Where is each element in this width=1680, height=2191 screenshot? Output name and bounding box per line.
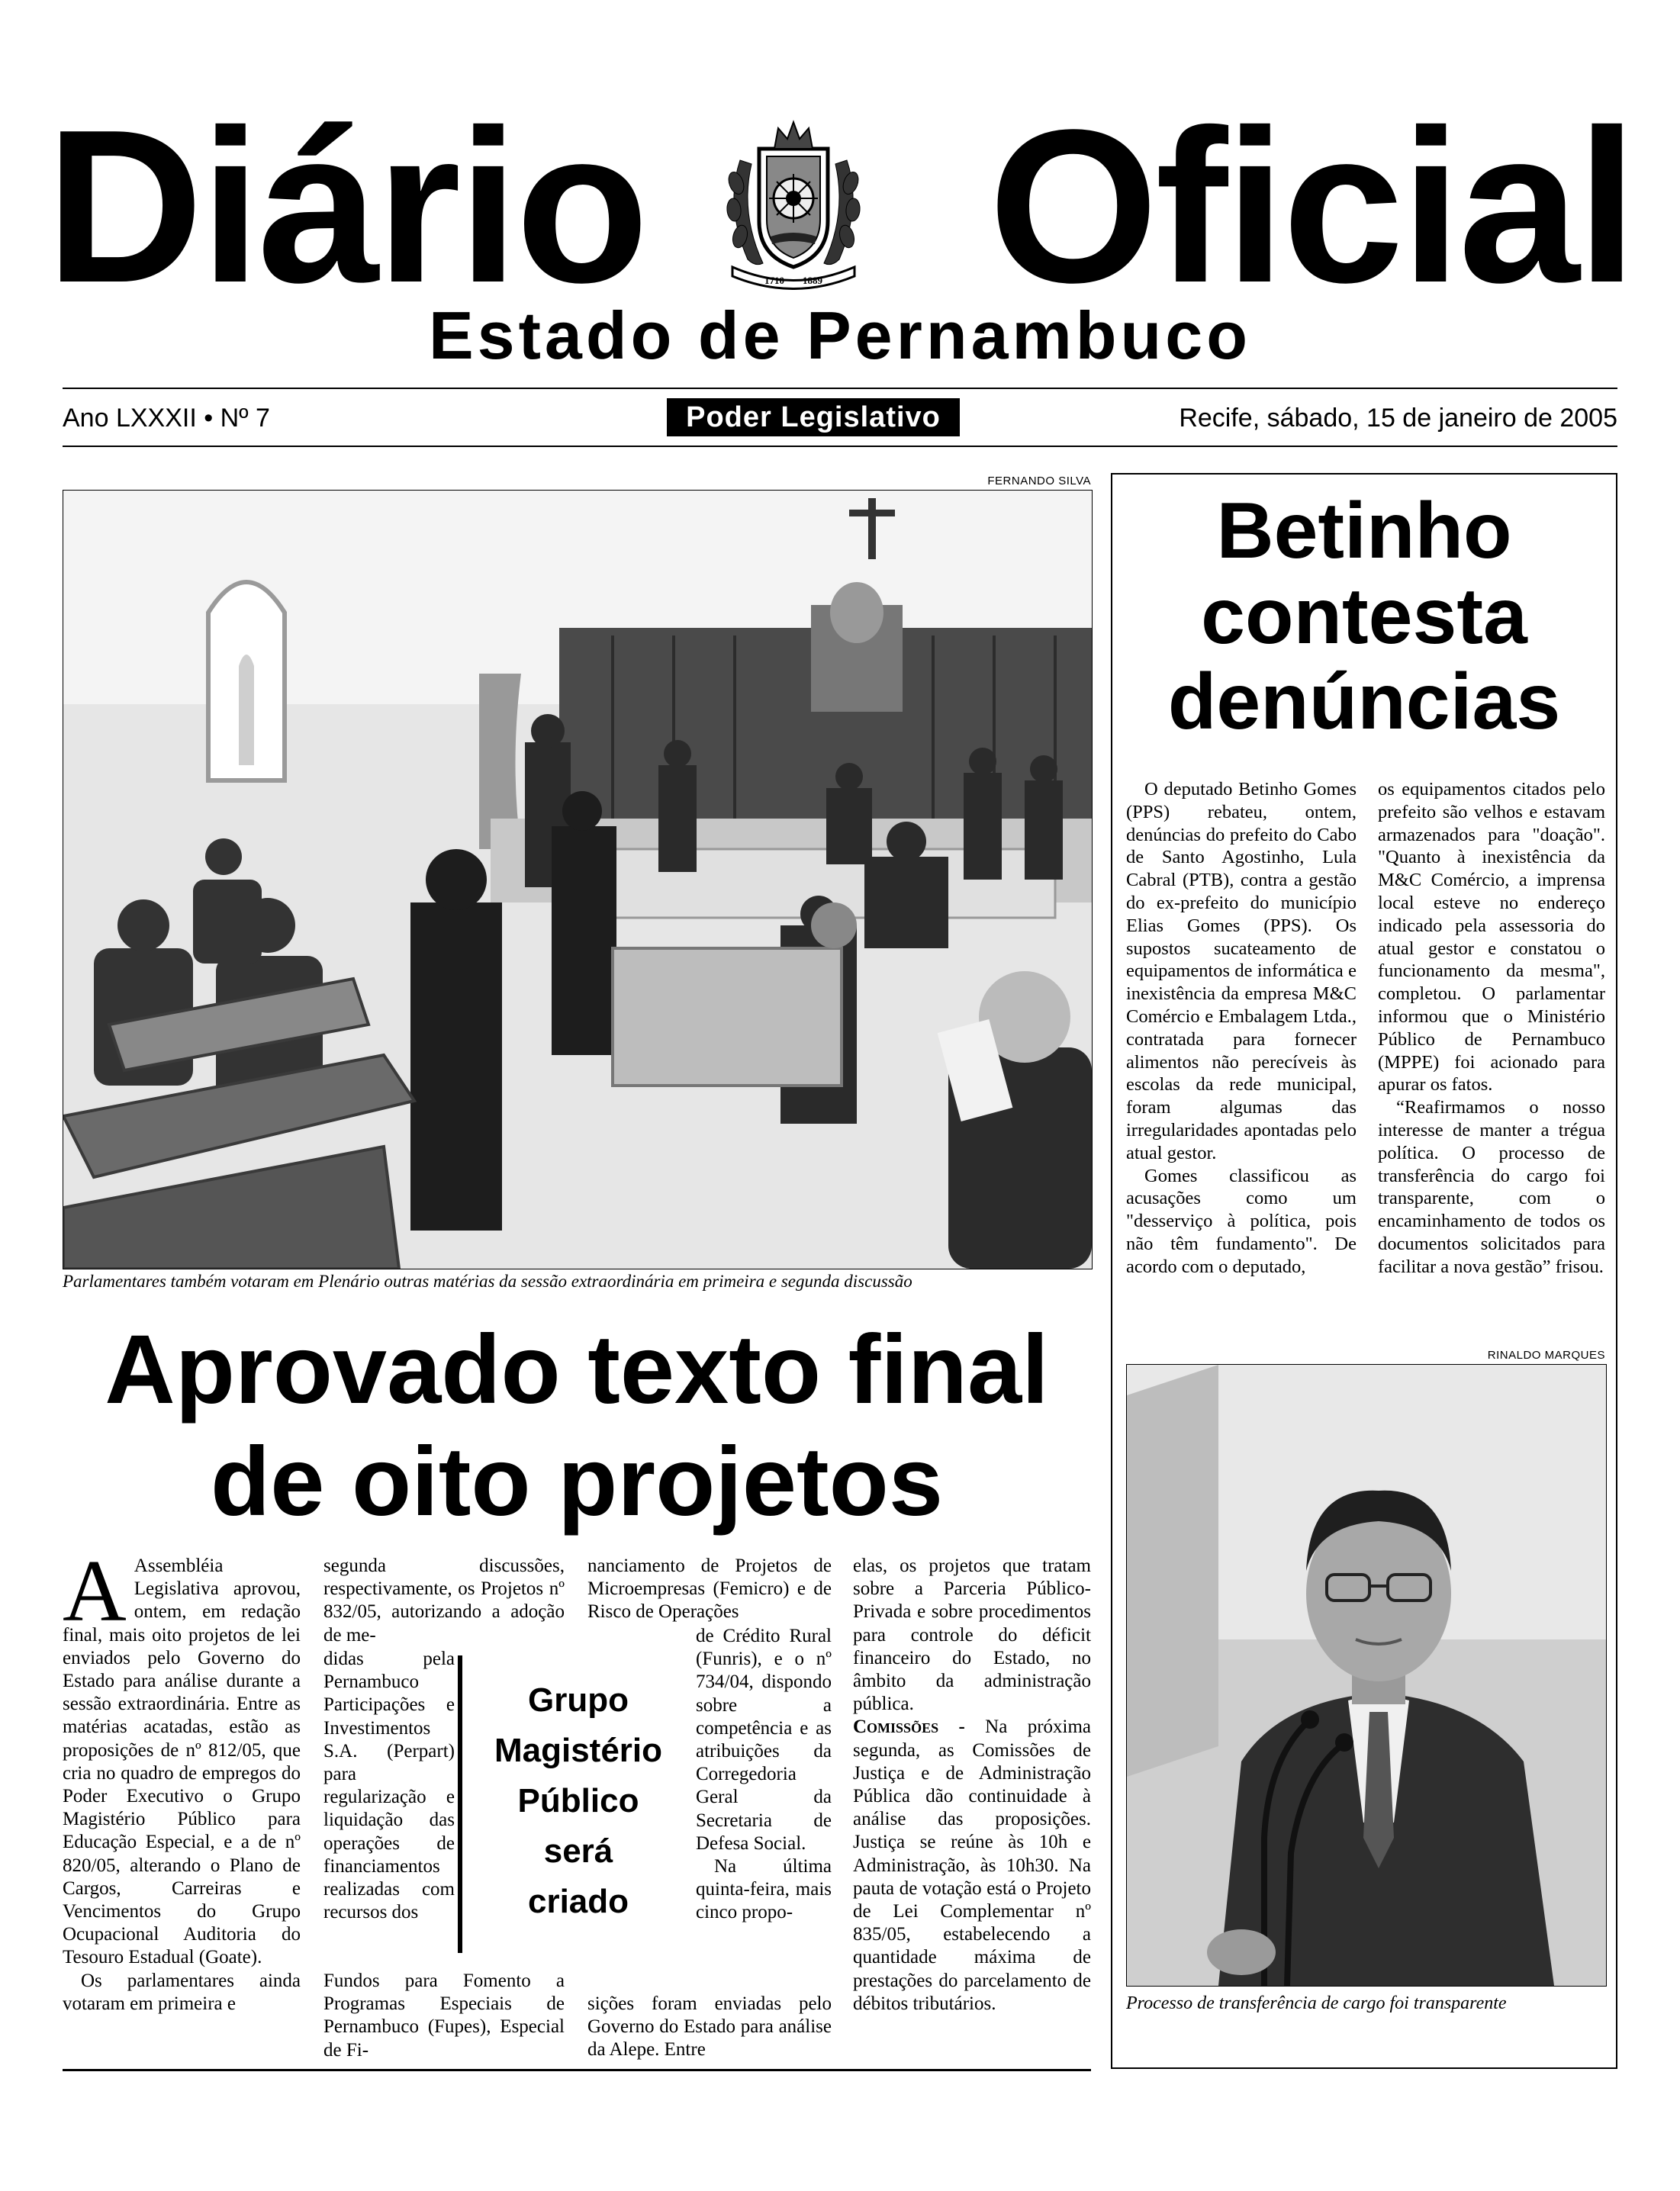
section-label: Poder Legislativo: [667, 398, 960, 436]
dateline: Recife, sábado, 15 de janeiro de 2005: [1179, 404, 1617, 433]
main-col4-p2: Na próxima segunda, as Comissões de Justiça e de Administração Pública dão continuidade à análise das proposições. Justiça se reúne às 10h e Administração, às 10h30. Na pauta de votação está o Projeto de Lei Complementar nº 835/05, estabelecendo a quantidade máxima de prestações do parcelamento de débitos tributários.: [853, 1716, 1092, 2014]
pull-quote-line5: criado: [527, 1883, 629, 1920]
side-headline-line3: denúncias: [1167, 658, 1561, 746]
subhead-comissoes: Comissões -: [853, 1716, 965, 1738]
main-headline-line1: Aprovado texto final: [105, 1315, 1049, 1424]
pull-quote-line1: Grupo: [528, 1681, 629, 1719]
side-column-2: [1378, 778, 1605, 1279]
deputy-portrait-illustration: [1127, 1365, 1606, 1986]
main-col3-wrap-p2: Na última quinta-feira, mais cinco propo-: [696, 1856, 832, 1923]
main-photo-credit: FERNANDO SILVA: [987, 475, 1091, 487]
side-headline-line2: contesta: [1201, 572, 1527, 661]
main-col1-p1: Assembléia Legislativa aprovou, ontem, em redação final, mais oito projetos de lei enviados pelo Governo do Estado para análise durante a sessão extraordinária. Entre as matérias acatadas, estão as proposições de nº 812/05, que cria no quadro de empregos do Poder Executivo o Grupo Magistério Público para Educação Especial, e a de nº 820/05, alterando o Plano de Cargos, Carreiras e Vencimentos do Grupo Ocupacional Auditoria do Tesouro Estadual (Goate).: [63, 1556, 301, 1968]
coat-of-arms-icon: [717, 114, 870, 290]
main-column-1: [63, 1543, 301, 2016]
main-col1-p2: Os parlamentares ainda votaram em primeira e: [63, 1970, 301, 2014]
top-rule: [63, 388, 1617, 389]
pull-quote: [467, 1675, 690, 1927]
pull-quote-bar: [458, 1655, 462, 1953]
main-col4-p1: elas, os projetos que tratam sobre a Parceria Público-Privada e sobre procedimentos para controle do déficit financeiro do Estado, no âmbito da administração pública.: [853, 1556, 1091, 1715]
masthead-title-left: Diário: [46, 84, 646, 328]
main-column-3-top: nanciamento de Projetos de Microempresas (Femicro) e de Risco de Operações: [587, 1556, 832, 1623]
deputy-photo: [1126, 1364, 1607, 1987]
main-column-4: [853, 1555, 1091, 2016]
seal-text-right: 1889: [803, 275, 822, 286]
masthead-subtitle: Estado de Pernambuco: [428, 298, 1251, 373]
main-story-bottom-rule: [63, 2069, 1091, 2071]
side-headline-line1: Betinho: [1216, 487, 1512, 575]
main-column-3-wrap: [696, 1625, 832, 1925]
side-column-1: [1126, 778, 1357, 1279]
main-headline-line2: de oito projetos: [211, 1427, 943, 1536]
side-col1-p2: Gomes classificou as acusações como um "desserviço à política, pois não têm fundamento". De acordo com o deputado,: [1126, 1165, 1357, 1277]
masthead-title-right: Oficial: [988, 84, 1634, 328]
main-column-2-bottom: Fundos para Fomento a Programas Especiais de Pernambuco (Fupes), Especial de Fi-: [323, 1971, 565, 2061]
plenary-photo: [63, 490, 1093, 1269]
drop-cap: A: [63, 1543, 127, 1640]
side-col2-p1: os equipamentos citados pelo prefeito são velhos e estavam armazenados para "doação". "Quanto à inexistência da M&C Comércio, a imprensa local esteve no endereço indicado pela assessoria do atual gestor e constatou o funcionamento da mesma", completou. O parlamentar informou que o Ministério Público de Pernambuco (MPPE) foi acionado para apurar os fatos.: [1378, 779, 1605, 1096]
main-col3-wrap-p1: de Crédito Rural (Funris), e o nº 734/04, dispondo sobre a competência e as atribuições da Corregedoria Geral da Secretaria de Defesa Social.: [696, 1626, 832, 1854]
side-col1-p1: O deputado Betinho Gomes (PPS) rebateu, ontem, denúncias do prefeito do Cabo de Santo Agostinho, Lula Cabral (PTB), contra a gestão do ex-prefeito do município Elias Gomes (PPS). Os supostos sucateamento de equipamentos de informática e inexistência da empresa M&C Comércio e Embalagem Ltda., contratada para fornecer alimentos não perecíveis às escolas da rede municipal, foram algumas das irregularidades apontadas pelo atual gestor.: [1126, 779, 1357, 1163]
plenary-scene-illustration: [63, 491, 1092, 1269]
issue-number: Ano LXXXII • Nº 7: [63, 404, 270, 433]
pull-quote-line3: Público: [517, 1782, 639, 1819]
pull-quote-line4: será: [543, 1832, 613, 1870]
main-column-2-top: segunda discussões, respectivamente, os Projetos nº 832/05, autorizando a adoção de me-: [323, 1556, 565, 1646]
pull-quote-line2: Magistério: [494, 1732, 663, 1769]
side-headline: [1122, 488, 1607, 745]
main-column-3-bottom: sições foram enviadas pelo Governo do Estado para análise da Alepe. Entre: [587, 1993, 832, 2061]
side-photo-credit: RINALDO MARQUES: [1487, 1349, 1605, 1362]
side-photo-caption: Processo de transferência de cargo foi transparente: [1126, 1993, 1507, 2013]
side-col2-p2: “Reafirmamos o nosso interesse de manter a trégua política. O processo de transferência do cargo foi transparente, com o encaminhamento de todos os documentos solicitados para facilitar a nova gestão” frisou.: [1378, 1097, 1605, 1277]
main-photo-caption: Parlamentares também votaram em Plenário outras matérias da sessão extraordinária em primeira e segunda discussão: [63, 1272, 912, 1291]
seal-text-left: 1710: [764, 275, 784, 286]
header-bottom-rule: [63, 446, 1617, 447]
main-column-2-wrap: didas pela Pernambuco Participações e Investimentos S.A. (Perpart) para regularização e liquidação das operações de financiamentos realizadas com recursos dos: [323, 1649, 455, 1923]
